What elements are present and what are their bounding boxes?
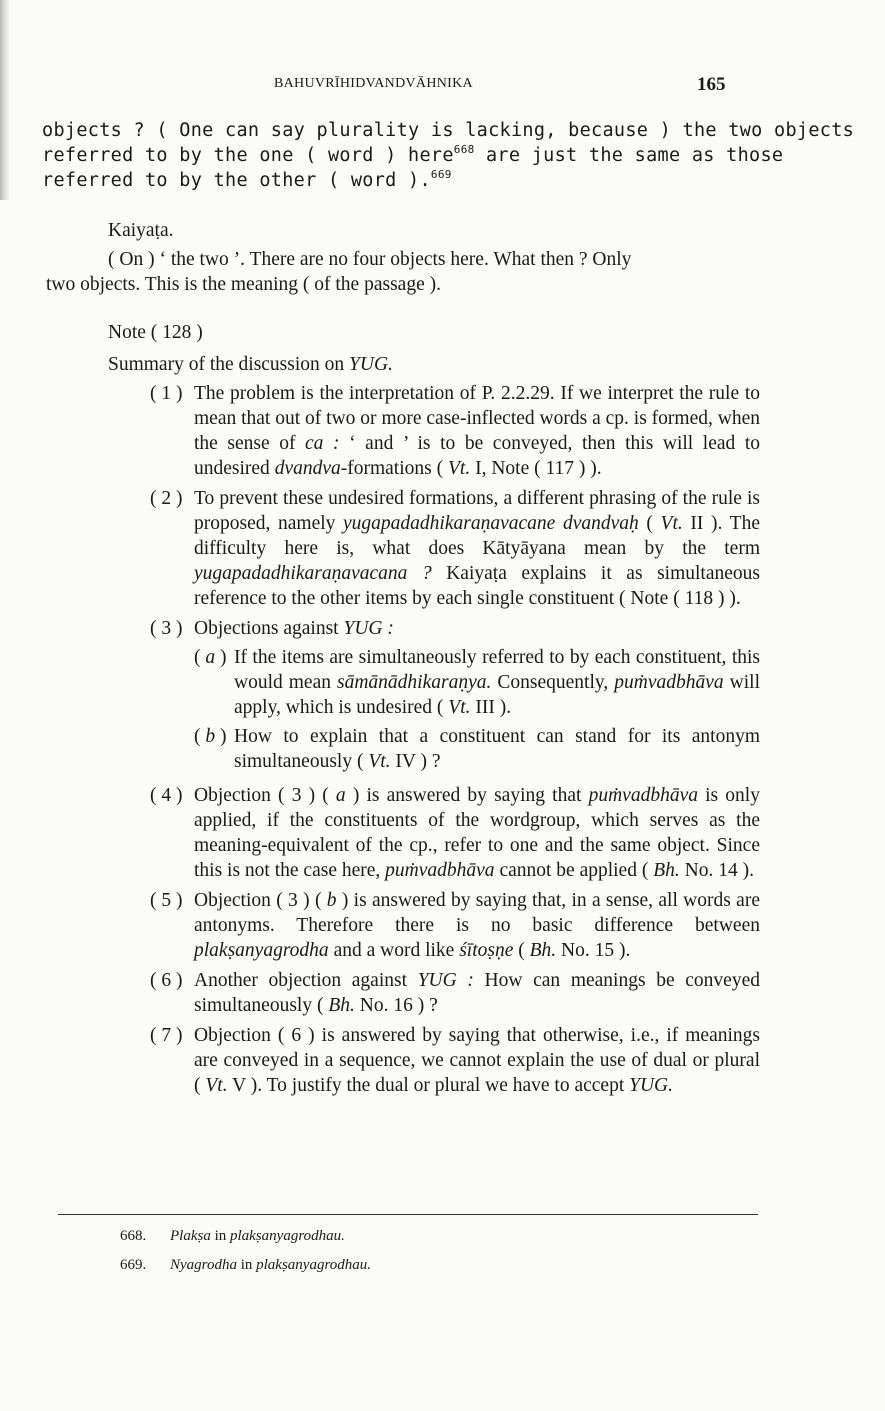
item-number: ( 2 ) (150, 488, 183, 509)
summary-heading: Summary of the discussion on YUG. (108, 354, 393, 375)
footnote-number: 669. (120, 1257, 147, 1273)
list-item (150, 783, 760, 883)
sub-item (194, 724, 760, 774)
commentary-line: ( On ) ‘ the two ’. There are no four objects here. What then ? Only (108, 249, 632, 270)
footnote: 668. Plakṣa in plakṣanyagrodhau. (120, 1222, 720, 1251)
running-head: BAHUVRĪHIDVANDVĀHNIKA (274, 76, 473, 91)
item-text: Objection ( 3 ) ( a ) is answered by saying that puṁvadbhāva is only applied, if the constituents of the wordgroup, which serves as the meaning-equivalent of the cp., refer to one and the same object. Since this is not the case here, puṁvadbhāva cannot be applied ( Bh. No. 14 ). (194, 785, 760, 881)
sub-item (194, 645, 760, 720)
note-title: Note ( 128 ) (108, 322, 203, 343)
sub-item-number: ( a ) (194, 647, 227, 668)
item-text: Objections against YUG : ( a ) If the items are simultaneously referred to by each constituent, this would mean sāmānādhikaraṇya. Consequently, puṁvadbhāva will apply, which is undesired ( Vt. III ). ( b ) How to explain that a constituent can stand for its antonym simultaneously ( Vt. IV ) ? (194, 618, 760, 772)
list-item (150, 1023, 760, 1098)
page-header (0, 74, 885, 104)
typed-line: referred to by the one ( word ) here$^{668}$ are just the same as those (42, 143, 784, 166)
item-number: ( 6 ) (150, 970, 183, 991)
item-number: ( 1 ) (150, 383, 183, 404)
item-number: ( 3 ) (150, 618, 183, 639)
item-number: ( 7 ) (150, 1025, 183, 1046)
footnote-number: 668. (120, 1228, 147, 1244)
footnote: 669. Nyagrodha in plakṣanyagrodhau. (120, 1251, 720, 1280)
item-text: Objection ( 3 ) ( b ) is answered by saying that, in a sense, all words are antonyms. Therefore there is no basic difference between plakṣanyagrodha and a word like śītoṣṇe ( Bh. No. 15 ). (194, 890, 760, 961)
typed-line: referred to by the other ( word ).$^{669}$ (42, 168, 452, 191)
list-item (150, 616, 760, 778)
list-item (150, 486, 760, 611)
list-item (150, 968, 760, 1018)
item-text: Objection ( 6 ) is answered by saying that otherwise, i.e., if meanings are conveyed in a sequence, we cannot explain the use of dual or plural ( Vt. V ). To justify the dual or plural we have to accept YUG. (194, 1025, 760, 1096)
sub-item-number: ( b ) (194, 726, 227, 747)
sub-item-text: How to explain that a constituent can stand for its antonym simultaneously ( Vt. IV ) ? (234, 726, 760, 772)
item-number: ( 5 ) (150, 890, 183, 911)
kaiyata-heading: Kaiyaṭa. (108, 220, 174, 241)
item-text: Another objection against YUG : How can meanings be conveyed simultaneously ( Bh. No. 16 ) ? (194, 970, 760, 1016)
list-item (150, 888, 760, 963)
summary-list (150, 381, 760, 1103)
kaiyata-commentary (46, 247, 746, 297)
item-text: The problem is the interpretation of P. 2.2.29. If we interpret the rule to mean that out of two or more case-inflected words a cp. is formed, when the sense of ca : ‘ and ’ is to be conveyed, then this will lead to undesired dvandva-formations ( Vt. I, Note ( 117 ) ). (194, 383, 760, 479)
item-text: To prevent these undesired formations, a different phrasing of the rule is proposed, namely yugapadadhikaraṇavacane dvandvaḥ ( Vt. II ). The difficulty here is, what does Kātyāyana mean by the term yugapadadhikaraṇavacana ? Kaiyaṭa explains it as simultaneous reference to the other items by each single constituent ( Note ( 118 ) ). (194, 488, 760, 609)
footnote-ref: 669 (430, 168, 452, 181)
list-item (150, 381, 760, 481)
typed-line: objects ? ( One can say plurality is lacking, because ) the two objects (42, 120, 855, 141)
footnotes (120, 1222, 720, 1280)
sub-item-text: If the items are simultaneously referred to by each constituent, this would mean sāmānādhikaraṇya. Consequently, puṁvadbhāva will apply, which is undesired ( Vt. III ). (234, 647, 760, 718)
commentary-line: two objects. This is the meaning ( of the passage ). (46, 274, 441, 295)
page-number: 165 (697, 74, 726, 95)
footnote-ref: 668 (453, 143, 475, 156)
item-number: ( 4 ) (150, 785, 183, 806)
typed-passage (42, 118, 855, 193)
footnote-rule (58, 1214, 758, 1215)
